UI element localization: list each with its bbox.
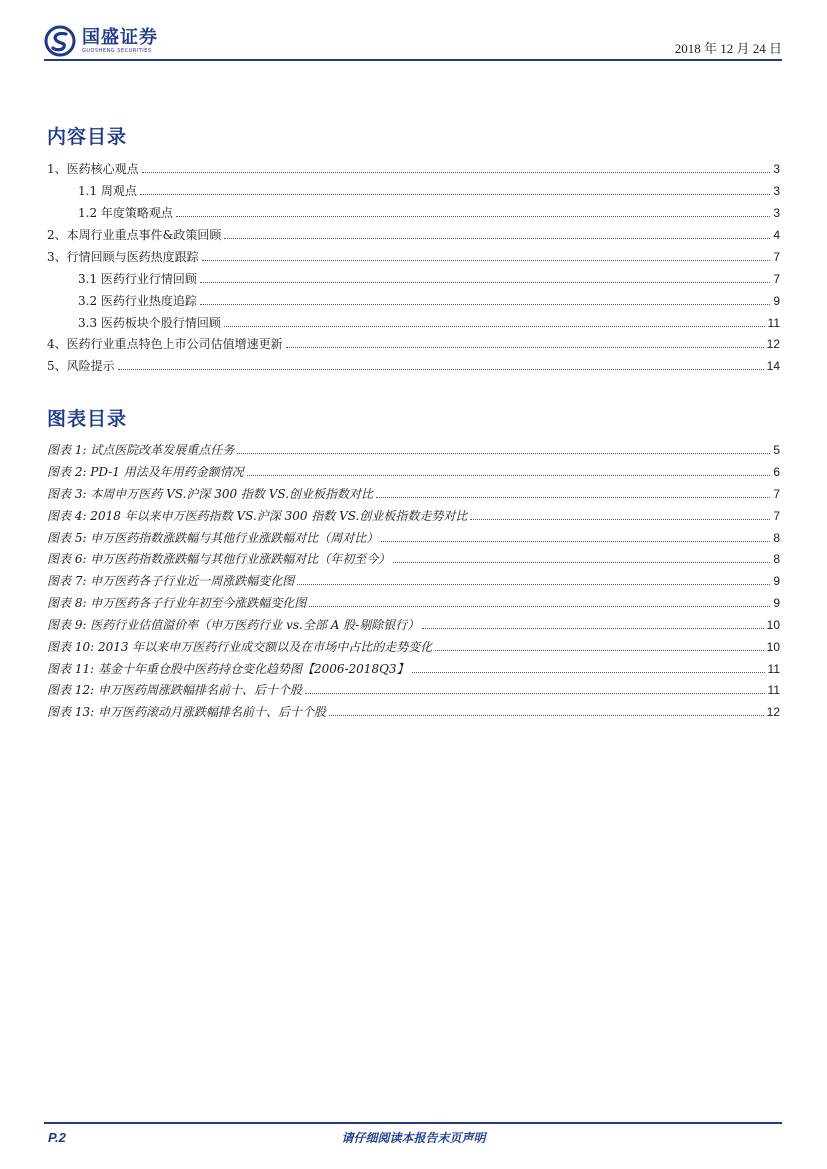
toc-entry[interactable] xyxy=(78,291,780,309)
logo-name: 国盛证券 xyxy=(82,27,158,48)
leader-dots xyxy=(224,325,765,327)
figure-entry[interactable] xyxy=(47,571,780,589)
report-date: 2018 年 12 月 24 日 xyxy=(674,41,782,56)
figure-entry-label: 图表 4: 2018 年以来申万医药指数 VS.沪深 300 指数 VS.创业板指数走势对比 xyxy=(47,509,468,523)
figure-entry-page: 8 xyxy=(773,552,780,566)
toc-entry[interactable] xyxy=(47,334,780,352)
figure-entry-label: 图表 6: 申万医药指数涨跌幅与其他行业涨跌幅对比（年初至今） xyxy=(47,552,391,566)
toc-entry[interactable] xyxy=(78,313,780,331)
toc-entry-label: 3.2 医药行业热度追踪 xyxy=(78,294,197,308)
figure-entry[interactable] xyxy=(47,549,780,567)
toc-entry-label: 1、医药核心观点 xyxy=(47,162,139,176)
leader-dots xyxy=(237,452,770,454)
toc-entry-label: 4、医药行业重点特色上市公司估值增速更新 xyxy=(47,337,283,351)
figure-entry-page: 8 xyxy=(773,531,780,545)
figure-entry[interactable] xyxy=(47,506,780,524)
figure-entry-page: 10 xyxy=(766,640,780,654)
leader-dots xyxy=(142,171,771,173)
leader-dots xyxy=(140,193,770,195)
figure-entry-label: 图表 1: 试点医院改革发展重点任务 xyxy=(47,443,235,457)
leader-dots xyxy=(422,627,763,629)
leader-dots xyxy=(381,540,770,542)
figure-entry-label: 图表 13: 申万医药滚动月涨跌幅排名前十、后十个股 xyxy=(47,705,326,719)
page-number: P.2 xyxy=(48,1130,66,1145)
leader-dots xyxy=(200,281,770,283)
toc-entry-label: 1.1 周观点 xyxy=(78,184,137,198)
toc-entry[interactable] xyxy=(47,159,780,177)
toc-entry-label: 2、本周行业重点事件&政策回顾 xyxy=(47,228,222,242)
leader-dots xyxy=(224,237,770,239)
figure-entry[interactable] xyxy=(47,593,780,611)
figure-entry-label: 图表 10: 2013 年以来申万医药行业成交额以及在市场中占比的走势变化 xyxy=(47,640,433,654)
page-header xyxy=(44,22,782,62)
leader-dots xyxy=(286,346,764,348)
figure-entry[interactable] xyxy=(47,702,780,720)
figure-entry-page: 12 xyxy=(766,705,780,719)
toc-entry[interactable] xyxy=(78,181,780,199)
figures-title: 图表目录 xyxy=(47,408,128,430)
leader-dots xyxy=(393,561,770,563)
leader-dots xyxy=(435,649,763,651)
leader-dots xyxy=(247,474,771,476)
toc-entry-label: 1.2 年度策略观点 xyxy=(78,206,173,220)
leader-dots xyxy=(305,692,765,694)
figure-entry-label: 图表 9: 医药行业估值溢价率（申万医药行业 vs.全部 A 股-剔除银行） xyxy=(47,618,420,632)
toc-entry-page: 7 xyxy=(773,272,780,286)
leader-dots xyxy=(309,605,770,607)
leader-dots xyxy=(297,583,770,585)
toc-entry-page: 3 xyxy=(773,162,780,176)
leader-dots xyxy=(470,518,770,520)
figure-entry-label: 图表 5: 申万医药指数涨跌幅与其他行业涨跌幅对比（周对比） xyxy=(47,531,379,545)
figure-entry[interactable] xyxy=(47,484,780,502)
toc-entry-label: 3.1 医药行业行情回顾 xyxy=(78,272,197,286)
toc-entry-label: 5、风险提示 xyxy=(47,359,115,373)
leader-dots xyxy=(329,714,764,716)
company-logo xyxy=(44,24,158,58)
toc-entry[interactable] xyxy=(47,247,780,265)
figure-entry-page: 9 xyxy=(773,596,780,610)
figure-entry-page: 7 xyxy=(773,509,780,523)
figure-entry-page: 10 xyxy=(766,618,780,632)
figure-entry[interactable] xyxy=(47,680,780,698)
leader-dots xyxy=(376,496,770,498)
logo-subtitle: GUOSHENG SECURITIES xyxy=(82,48,152,54)
figure-entry[interactable] xyxy=(47,659,780,677)
toc-entry-page: 3 xyxy=(773,184,780,198)
figure-entry-page: 11 xyxy=(767,683,780,697)
figure-entry[interactable] xyxy=(47,528,780,546)
header-divider xyxy=(44,59,782,61)
figure-entry-page: 5 xyxy=(773,443,780,457)
leader-dots xyxy=(200,303,770,305)
figure-entry[interactable] xyxy=(47,615,780,633)
leader-dots xyxy=(118,368,764,370)
figure-entry[interactable] xyxy=(47,440,780,458)
figure-entry-page: 9 xyxy=(773,574,780,588)
toc-entry-page: 12 xyxy=(766,337,780,351)
figure-entry-page: 6 xyxy=(773,465,780,479)
figure-entry-label: 图表 11: 基金十年重仓股中医药持仓变化趋势图【2006-2018Q3】 xyxy=(47,662,409,676)
toc-entry-page: 7 xyxy=(773,250,780,264)
toc-entry[interactable] xyxy=(47,356,780,374)
toc-entry-page: 4 xyxy=(773,228,780,242)
toc-entry-label: 3、行情回顾与医药热度跟踪 xyxy=(47,250,199,264)
figure-entry-page: 11 xyxy=(767,662,780,676)
toc-entry[interactable] xyxy=(78,203,780,221)
figure-entry-page: 7 xyxy=(773,487,780,501)
logo-mark-icon xyxy=(44,25,76,57)
disclaimer-note: 请仔细阅读本报告末页声明 xyxy=(341,1131,486,1145)
toc-entry-page: 3 xyxy=(773,206,780,220)
leader-dots xyxy=(176,215,770,217)
figure-entry-label: 图表 7: 申万医药各子行业近一周涨跌幅变化图 xyxy=(47,574,295,588)
figure-entry-label: 图表 8: 申万医药各子行业年初至今涨跌幅变化图 xyxy=(47,596,307,610)
toc-entry-page: 9 xyxy=(773,294,780,308)
toc-entry[interactable] xyxy=(78,269,780,287)
figure-entry[interactable] xyxy=(47,637,780,655)
leader-dots xyxy=(412,671,765,673)
toc-entry-page: 11 xyxy=(767,316,780,330)
toc-title: 内容目录 xyxy=(47,126,128,148)
toc-entry-label: 3.3 医药板块个股行情回顾 xyxy=(78,316,221,330)
figure-entry-label: 图表 2: PD-1 用法及年用药金额情况 xyxy=(47,465,244,479)
figure-entry-label: 图表 12: 申万医药周涨跌幅排名前十、后十个股 xyxy=(47,683,302,697)
figure-entry-label: 图表 3: 本周申万医药 VS.沪深 300 指数 VS.创业板指数对比 xyxy=(47,487,374,501)
toc-entry[interactable] xyxy=(47,225,780,243)
leader-dots xyxy=(202,259,771,261)
toc-entry-page: 14 xyxy=(766,359,780,373)
figure-entry[interactable] xyxy=(47,462,780,480)
footer-divider xyxy=(44,1122,782,1124)
